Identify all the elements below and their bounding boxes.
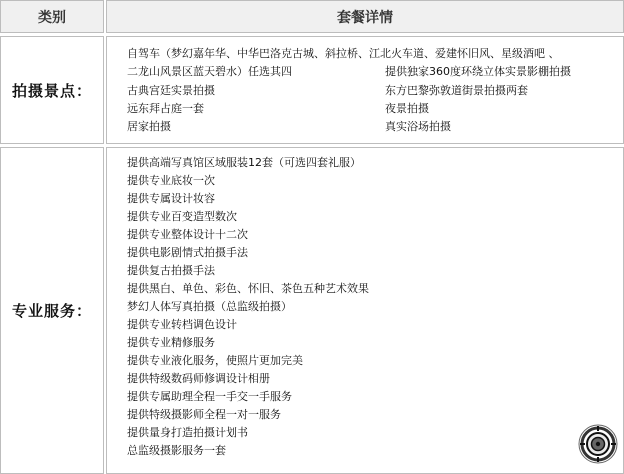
header-details-label: 套餐详情 bbox=[337, 9, 393, 26]
list-item: 真实浴场拍摄 bbox=[385, 120, 451, 134]
list-item: 提供专业精修服务 bbox=[127, 336, 215, 349]
section-locations-label-cell bbox=[0, 36, 104, 144]
list-item: 提供专属助理全程一手交一手服务 bbox=[127, 390, 292, 403]
section-locations-label: 拍摄景点： bbox=[11, 81, 92, 100]
section-services-label-cell bbox=[0, 147, 104, 474]
list-item: 提供复古拍摄手法 bbox=[127, 264, 215, 277]
list-item: 提供电影剧情式拍摄手法 bbox=[127, 246, 248, 259]
list-item: 提供特级摄影师全程一对一服务 bbox=[127, 408, 281, 421]
list-item: 二龙山风景区蓝天碧水）任选其四 bbox=[127, 65, 292, 79]
list-item: 东方巴黎弥敦道街景拍摄两套 bbox=[385, 83, 528, 97]
list-item: 提供独家360度环绕立体实景影棚拍摄 bbox=[385, 65, 571, 79]
list-item: 提供专业转档调色设计 bbox=[127, 318, 237, 331]
list-item: 提供黑白、单色、彩色、怀旧、茶色五种艺术效果 bbox=[127, 282, 369, 295]
list-item: 提供高端写真馆区域服装12套（可选四套礼服） bbox=[127, 156, 361, 169]
list-item: 梦幻人体写真拍摄（总监级拍摄） bbox=[127, 300, 292, 313]
section-services-label: 专业服务： bbox=[11, 302, 92, 320]
list-item: 自驾车（梦幻嘉年华、中华巴洛克古城、斜拉桥、江北火车道、爱建怀旧风、星级酒吧 、 bbox=[127, 47, 560, 60]
watermark-logo bbox=[578, 424, 618, 464]
section-locations-content-cell bbox=[106, 36, 624, 144]
list-item: 远东拜占庭一套 bbox=[127, 101, 204, 115]
list-item: 居家拍摄 bbox=[127, 120, 171, 134]
list-item: 总监级摄影服务一套 bbox=[127, 444, 226, 457]
header-details-cell bbox=[106, 0, 624, 33]
list-item: 提供专业底妆一次 bbox=[127, 174, 215, 187]
list-item: 提供专业百变造型数次 bbox=[127, 210, 237, 223]
section-services-content-cell bbox=[106, 147, 624, 474]
header-category-label: 类别 bbox=[38, 9, 66, 26]
list-item: 夜景拍摄 bbox=[385, 101, 429, 115]
locations-list bbox=[127, 45, 615, 136]
services-list bbox=[127, 154, 615, 460]
list-item: 古典宫廷实景拍摄 bbox=[127, 83, 215, 97]
header-category-cell bbox=[0, 0, 104, 33]
list-item: 提供专业液化服务，使照片更加完美 bbox=[127, 354, 303, 367]
list-item: 提供专业整体设计十二次 bbox=[127, 228, 248, 241]
list-item: 提供特级数码师修调设计相册 bbox=[127, 372, 270, 385]
list-item: 提供专属设计妆容 bbox=[127, 192, 215, 205]
list-item: 提供量身打造拍摄计划书 bbox=[127, 426, 248, 439]
